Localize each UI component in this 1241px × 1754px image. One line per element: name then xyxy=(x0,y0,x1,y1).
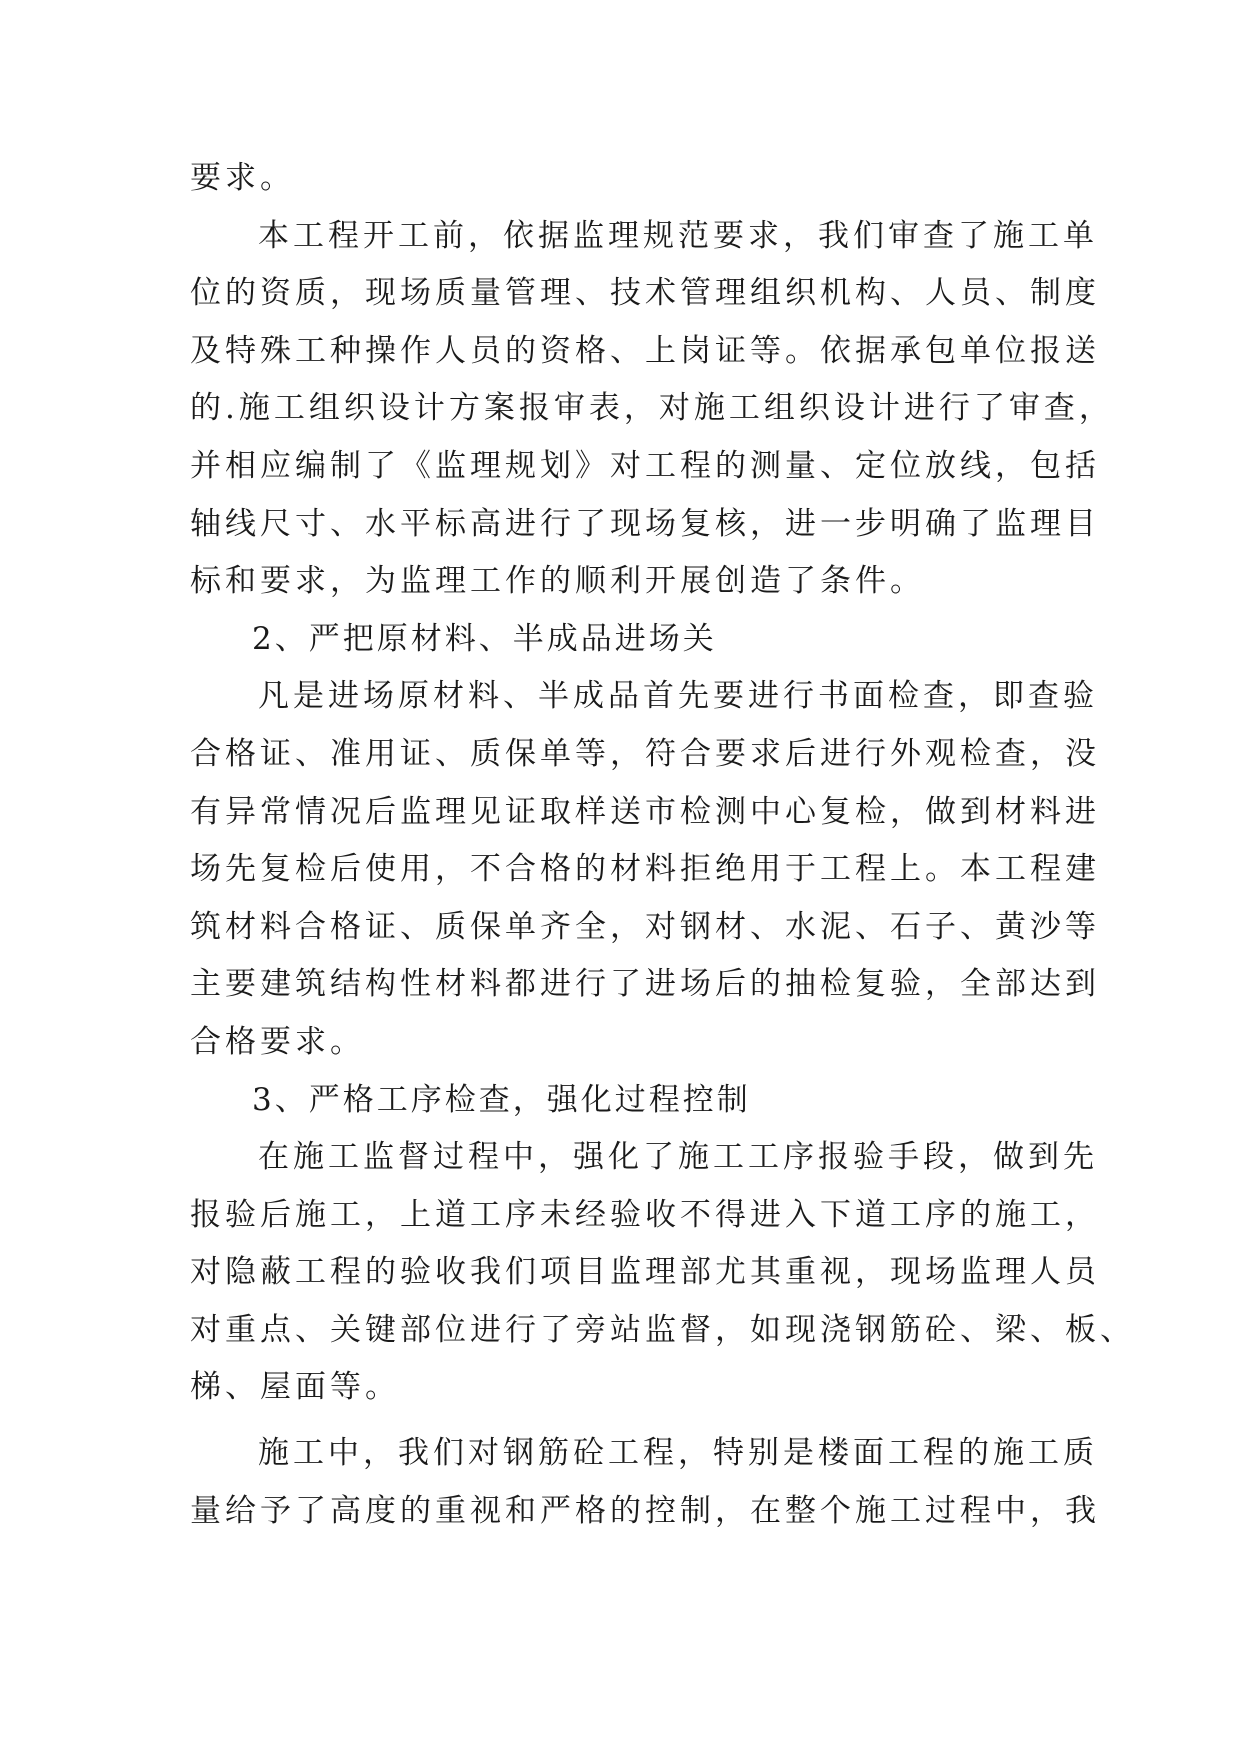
text-line: 场先复检后使用，不合格的材料拒绝用于工程上。本工程建 xyxy=(190,851,1100,888)
paragraph xyxy=(190,1129,1135,1417)
text-line: 在施工监督过程中，强化了施工工序报验手段，做到先 xyxy=(258,1139,1098,1176)
text-line: 轴线尺寸、水平标高进行了现场复核，进一步明确了监理目 xyxy=(190,505,1100,542)
text-line: 并相应编制了《监理规划》对工程的测量、定位放线，包括 xyxy=(190,447,1100,484)
text-line: 有异常情况后监理见证取样送市检测中心复检，做到材料进 xyxy=(190,793,1100,830)
text-line: 本工程开工前，依据监理规范要求，我们审查了施工单 xyxy=(258,217,1098,254)
text-line: 的.施工组织设计方案报审表，对施工组织设计进行了审查， xyxy=(190,390,1114,427)
paragraph xyxy=(190,208,1114,611)
text-line: 位的资质，现场质量管理、技术管理组织机构、人员、制度 xyxy=(190,275,1100,312)
paragraph xyxy=(190,1425,1100,1540)
text-line: 合格要求。 xyxy=(190,1023,365,1060)
text-line: 标和要求，为监理工作的顺利开展创造了条件。 xyxy=(190,563,925,600)
text-line: 梯、屋面等。 xyxy=(190,1369,400,1406)
document-body xyxy=(190,150,1135,1540)
text-line: 主要建筑结构性材料都进行了进场后的抽检复验，全部达到 xyxy=(190,966,1100,1003)
paragraph xyxy=(190,150,1070,208)
text-line: 对重点、关键部位进行了旁站监督，如现浇钢筋砼、梁、板、 xyxy=(190,1311,1135,1348)
text-line: 筑材料合格证、质保单齐全，对钢材、水泥、石子、黄沙等 xyxy=(190,908,1100,945)
text-line: 合格证、准用证、质保单等，符合要求后进行外观检查，没 xyxy=(190,735,1100,772)
text-line: 凡是进场原材料、半成品首先要进行书面检查，即查验 xyxy=(258,678,1098,715)
section-heading xyxy=(190,1072,1070,1130)
text-line: 报验后施工，上道工序未经验收不得进入下道工序的施工， xyxy=(190,1196,1100,1233)
paragraph xyxy=(190,668,1100,1071)
section-heading xyxy=(190,611,1070,669)
text-line: 对隐蔽工程的验收我们项目监理部尤其重视，现场监理人员 xyxy=(190,1254,1100,1291)
text-line: 及特殊工种操作人员的资格、上岗证等。依据承包单位报送 xyxy=(190,332,1100,369)
paragraph-gap xyxy=(190,1417,1070,1425)
text-line: 量给予了高度的重视和严格的控制，在整个施工过程中，我 xyxy=(190,1492,1100,1529)
heading-text: 3、严格工序检查，强化过程控制 xyxy=(252,1081,751,1118)
heading-text: 2、严把原材料、半成品进场关 xyxy=(252,620,717,657)
text-line: 要求。 xyxy=(190,160,295,196)
text-line: 施工中，我们对钢筋砼工程，特别是楼面工程的施工质 xyxy=(258,1435,1098,1472)
